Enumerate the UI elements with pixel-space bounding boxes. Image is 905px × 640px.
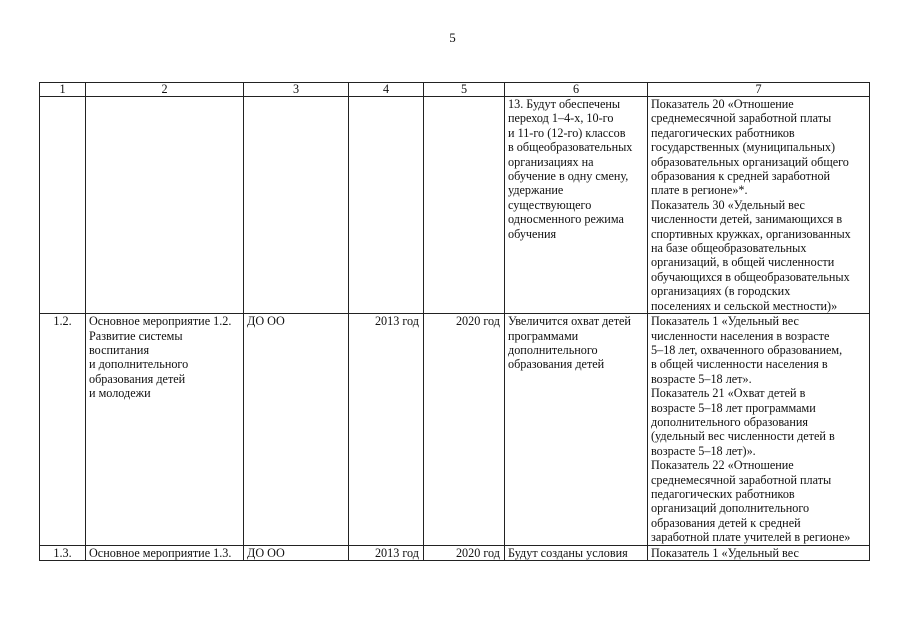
indicator-line: педагогических работников: [651, 125, 795, 140]
table-row: [40, 545, 870, 560]
result-line: односменного режима: [508, 212, 624, 227]
result-line: удержание: [508, 183, 564, 198]
result-line: и 11-го (12-го) классов: [508, 125, 626, 140]
header-cell: 4: [349, 83, 424, 97]
name-line: Основное мероприятие 1.2.: [89, 314, 232, 329]
indicator-line: среднемесячной заработной платы: [651, 472, 832, 487]
event-name-cell: [86, 314, 244, 546]
indicator-line: Показатель 22 «Отношение: [651, 458, 794, 473]
result-line: образования детей: [508, 357, 605, 372]
indicator-line: образования к средней заработной: [651, 169, 831, 184]
end-year-cell: [424, 97, 505, 314]
end-year-cell: 2020 год: [424, 545, 505, 560]
indicator-line: возрасте 5–18 лет».: [651, 371, 752, 386]
indicator-line: 5–18 лет, охваченного образованием,: [651, 342, 843, 357]
name-line: и молодежи: [89, 386, 151, 401]
start-year-cell: 2013 год: [349, 314, 424, 546]
expected-result-cell: [505, 314, 648, 546]
header-cell: 3: [244, 83, 349, 97]
indicator-line: педагогических работников: [651, 486, 795, 501]
indicators-cell: [648, 314, 870, 546]
page-number: 5: [449, 30, 456, 45]
indicators-cell: [648, 97, 870, 314]
name-line: Основное мероприятие 1.3.: [89, 545, 232, 560]
result-line: программами: [508, 328, 579, 343]
indicator-line: государственных (муниципальных): [651, 140, 836, 155]
indicator-line: организаций дополнительного: [651, 501, 810, 516]
result-line: переход 1–4-х, 10-го: [508, 111, 614, 126]
indicator-line: образования детей к средней: [651, 515, 801, 530]
indicator-line: образовательных организаций общего: [651, 154, 849, 169]
indicator-line: на базе общеобразовательных: [651, 241, 807, 256]
indicators-cell: [648, 545, 870, 560]
header-cell: 2: [86, 83, 244, 97]
result-line: обучения: [508, 226, 557, 241]
indicator-line: среднемесячной заработной платы: [651, 111, 832, 126]
header-cell: 1: [40, 83, 86, 97]
row-number-cell: 1.2.: [40, 314, 86, 546]
event-name-cell: [86, 545, 244, 560]
indicator-line: обучающихся в общеобразовательных: [651, 269, 850, 284]
executor-cell: ДО ОО: [244, 314, 349, 546]
indicator-line: организаций, в общей численности: [651, 255, 835, 270]
indicator-line: организациях (в городских: [651, 284, 791, 299]
indicator-line: поселениях и сельской местности)»: [651, 298, 838, 313]
expected-result-cell: [505, 97, 648, 314]
executor-cell: ДО ОО: [244, 545, 349, 560]
indicator-line: возрасте 5–18 лет программами: [651, 400, 816, 415]
header-row: [40, 83, 870, 97]
program-table: [39, 82, 870, 561]
end-year-cell: 2020 год: [424, 314, 505, 546]
name-line: образования детей: [89, 371, 186, 386]
indicator-line: заработной плате учителей в регионе»: [651, 530, 851, 545]
indicator-line: плате в регионе»*.: [651, 183, 748, 198]
indicator-line: дополнительного образования: [651, 414, 808, 429]
indicator-line: Показатель 1 «Удельный вес: [651, 314, 799, 329]
header-cell: 5: [424, 83, 505, 97]
result-line: Увеличится охват детей: [508, 314, 631, 329]
start-year-cell: 2013 год: [349, 545, 424, 560]
indicator-line: (удельный вес численности детей в: [651, 429, 835, 444]
indicator-line: Показатель 30 «Удельный вес: [651, 197, 805, 212]
indicator-line: численности детей, занимающихся в: [651, 212, 843, 227]
result-line: дополнительного: [508, 342, 598, 357]
row-number-cell: 1.3.: [40, 545, 86, 560]
row-number-cell: [40, 97, 86, 314]
indicator-line: Показатель 1 «Удельный вес: [651, 545, 799, 560]
table-row: [40, 314, 870, 546]
indicator-line: в общей численности населения в: [651, 357, 828, 372]
indicator-line: Показатель 21 «Охват детей в: [651, 386, 806, 401]
result-line: в общеобразовательных: [508, 140, 633, 155]
indicator-line: численности населения в возрасте: [651, 328, 830, 343]
name-line: Развитие системы: [89, 328, 183, 343]
result-line: существующего: [508, 197, 592, 212]
expected-result-cell: [505, 545, 648, 560]
result-line: организациях на: [508, 154, 594, 169]
indicator-line: Показатель 20 «Отношение: [651, 97, 794, 111]
indicator-line: спортивных кружках, организованных: [651, 226, 851, 241]
result-line: Будут созданы условия: [508, 545, 628, 560]
name-line: воспитания: [89, 342, 150, 357]
executor-cell: [244, 97, 349, 314]
header-cell: 6: [505, 83, 648, 97]
indicator-line: возрасте 5–18 лет)».: [651, 443, 756, 458]
result-line: 13. Будут обеспечены: [508, 97, 621, 111]
name-line: и дополнительного: [89, 357, 189, 372]
header-cell: 7: [648, 83, 870, 97]
result-line: обучение в одну смену,: [508, 169, 629, 184]
table-row: [40, 97, 870, 314]
event-name-cell: [86, 97, 244, 314]
start-year-cell: [349, 97, 424, 314]
